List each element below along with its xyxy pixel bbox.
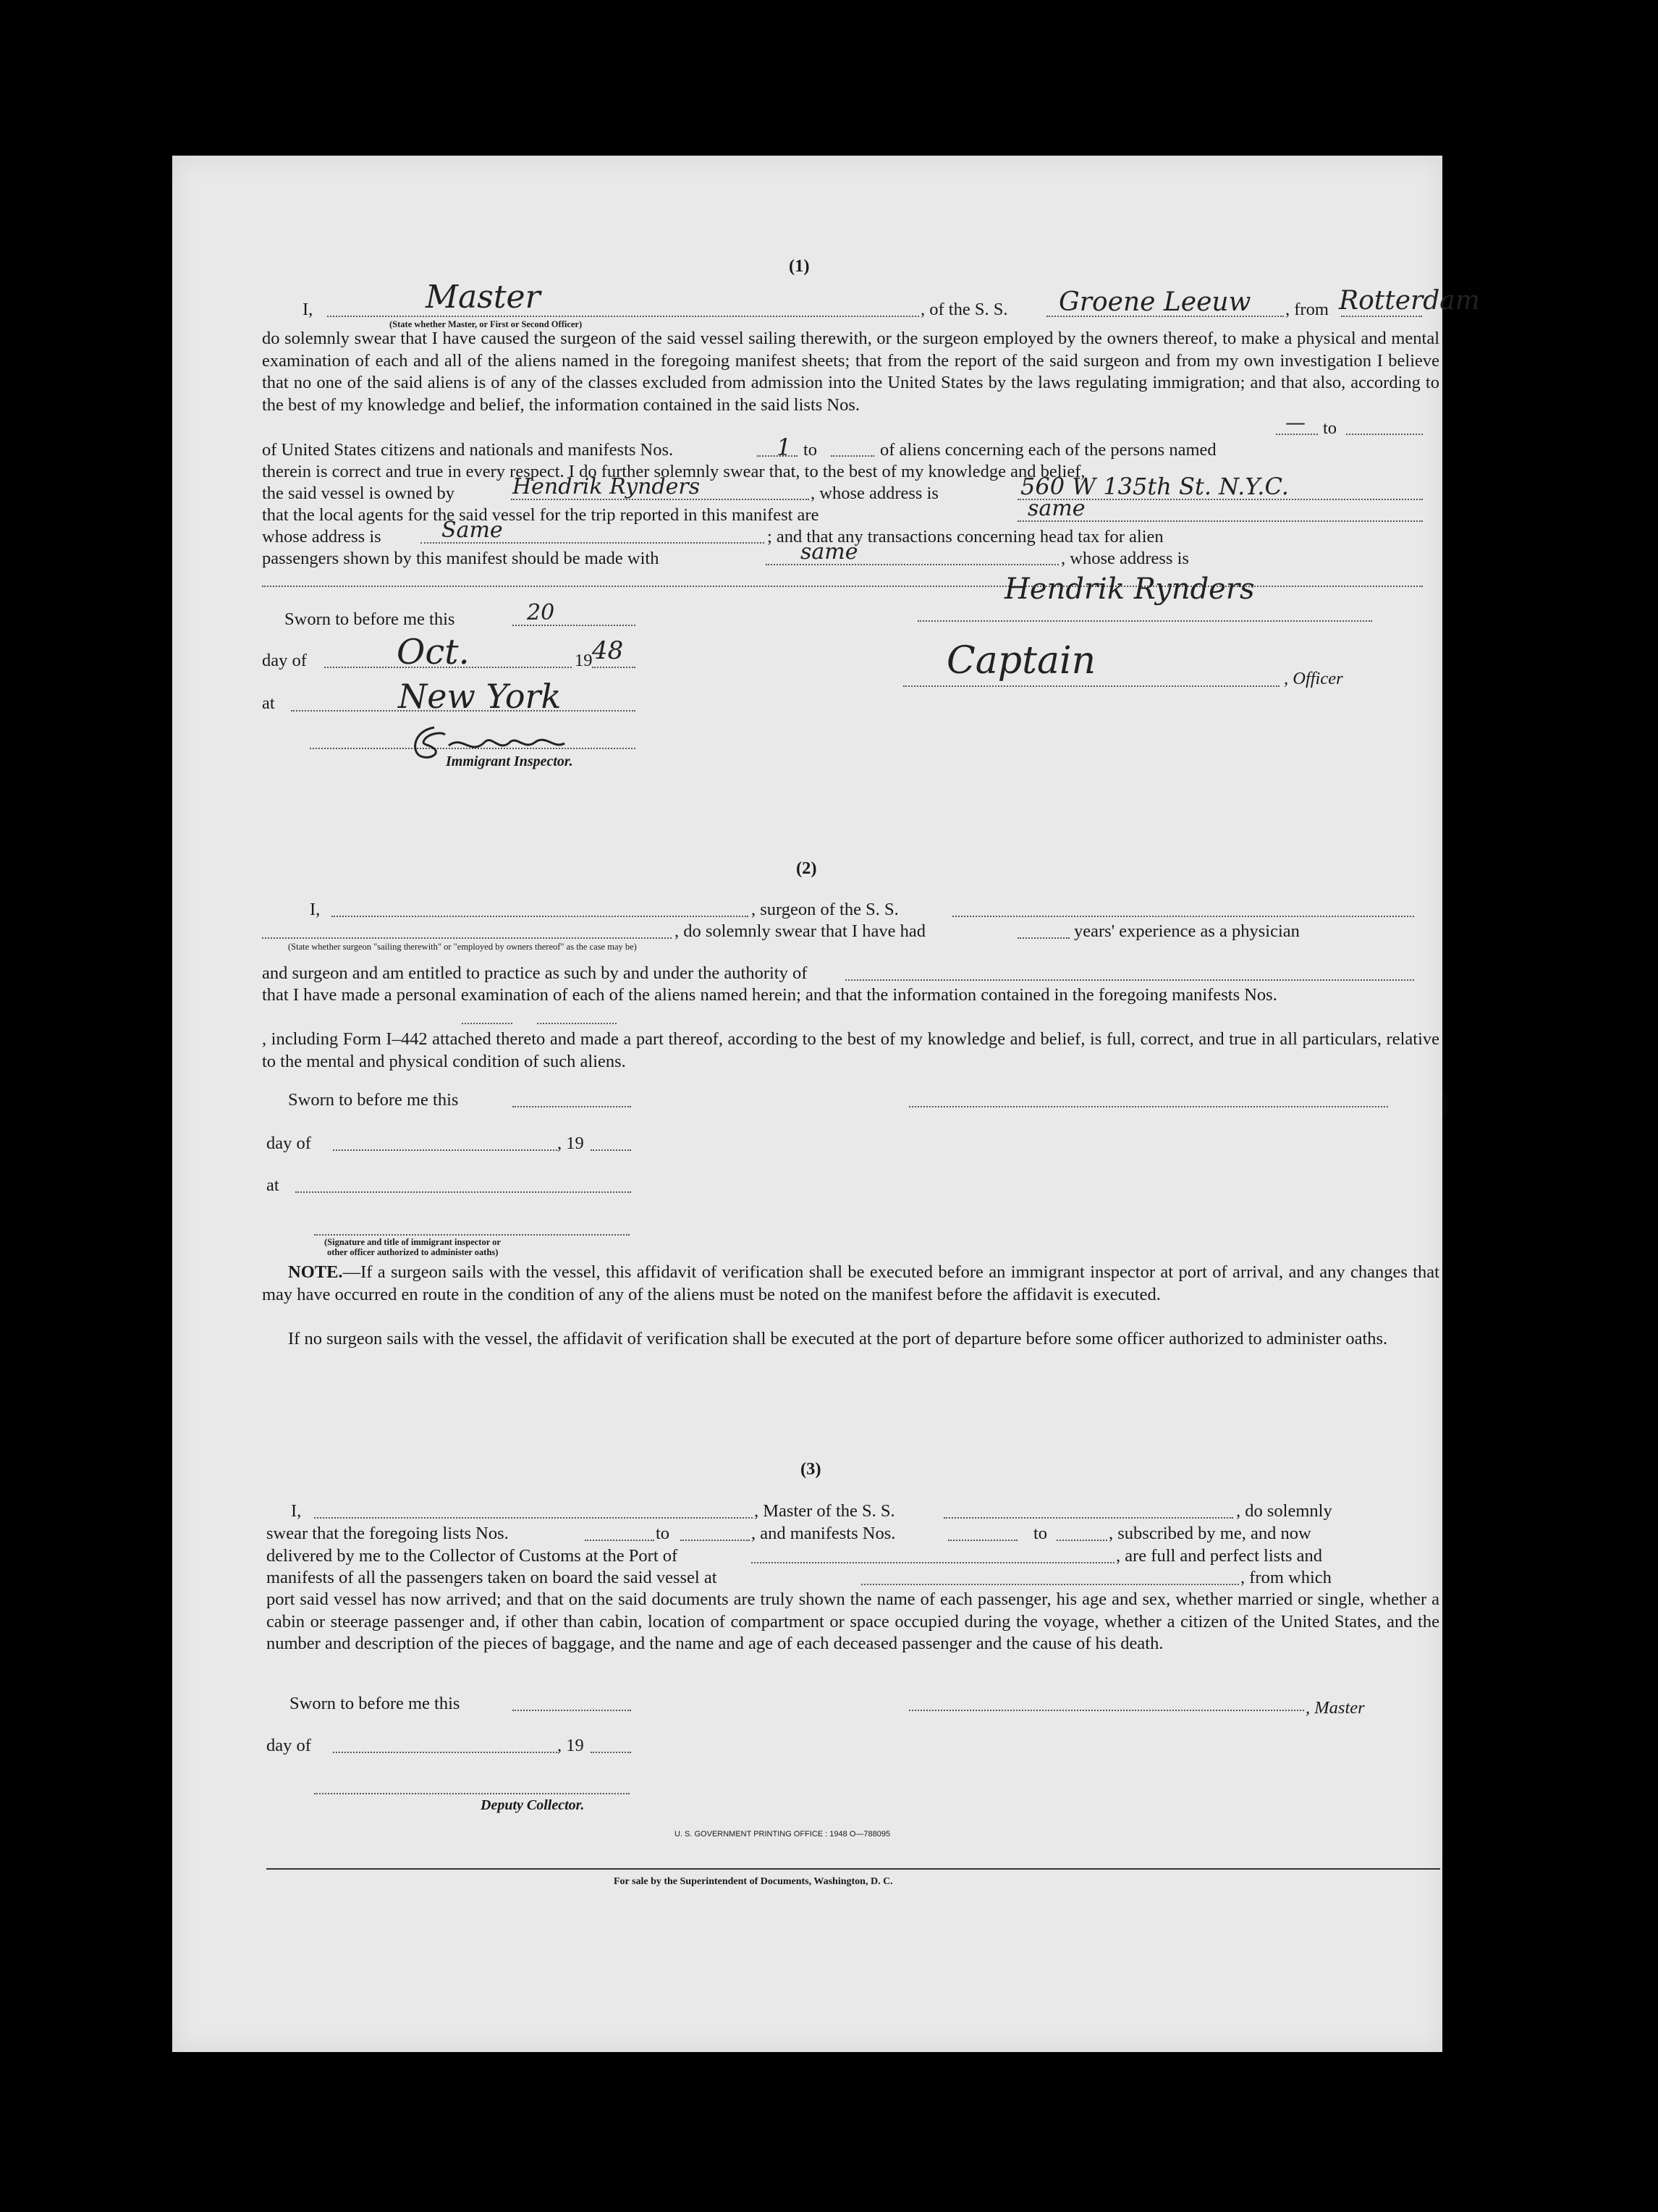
day-of-label: day of xyxy=(262,651,307,670)
master-ship-line xyxy=(944,1517,1233,1519)
at-2-line xyxy=(295,1191,631,1193)
passengers-label: passengers shown by this manifest should be made with xyxy=(262,549,659,568)
of-ss-label: , of the S. S. xyxy=(921,300,1008,319)
surgeon-sig-line xyxy=(909,1106,1388,1107)
section-1-number: (1) xyxy=(789,256,810,276)
day-of-2-label: day of xyxy=(266,1134,311,1153)
sig-note-2: other officer authorized to administer oaths) xyxy=(327,1247,499,1257)
lists-no-handwritten: — xyxy=(1285,410,1306,434)
manifests-to-line xyxy=(537,1023,617,1024)
sworn-3-line xyxy=(512,1710,631,1711)
at-label: at xyxy=(262,693,275,713)
officer-line xyxy=(903,685,1280,687)
from-label: , from xyxy=(1285,300,1329,319)
swear-label: , do solemnly swear that I have had xyxy=(674,921,926,941)
master-of-label: , Master of the S. S. xyxy=(754,1501,895,1521)
note-1-text: —If a surgeon sails with the vessel, this affidavit of verification shall be executed before an immigrant inspector at port of arrival, and any changes that may have occurred en route in the condition of any of the aliens must be noted on the manifest before the affidavit is executed. xyxy=(262,1262,1439,1304)
solemnly-label: , do solemnly xyxy=(1236,1501,1332,1521)
whose-address-end: , whose address is xyxy=(1061,549,1189,568)
owned-by-label: the said vessel is owned by xyxy=(262,484,455,503)
manifests-all-label: manifests of all the passengers taken on board the said vessel at xyxy=(266,1568,717,1587)
section-3-number: (3) xyxy=(800,1459,821,1479)
ship-handwritten: Groene Leeuw xyxy=(1059,287,1251,317)
delivered-label: delivered by me to the Collector of Customs at the Port of xyxy=(266,1546,678,1566)
surgeon-ship-line xyxy=(952,916,1414,917)
manifests-to-3-line xyxy=(1057,1540,1107,1541)
head-tax-label: ; and that any transactions concerning head tax for alien xyxy=(767,527,1164,546)
surgeon-note: (State whether surgeon "sailing therewith" or "employed by owners thereof" as the case may be) xyxy=(288,942,637,952)
sworn-3-label: Sworn to before me this xyxy=(289,1694,460,1713)
manifests-3-from-line xyxy=(948,1540,1018,1541)
at-2-label: at xyxy=(266,1175,279,1195)
section-3-i: I, xyxy=(291,1501,302,1521)
citizens-line: of United States citizens and nationals and manifests Nos. xyxy=(262,440,674,460)
manifest-from-handwritten: 1 xyxy=(777,434,792,461)
owner-handwritten: Hendrik Rynders xyxy=(512,474,701,499)
year-2-line xyxy=(591,1149,631,1151)
sale-notice: For sale by the Superintendent of Documents, Washington, D. C. xyxy=(614,1876,893,1887)
year-2-label: , 19 xyxy=(557,1134,584,1153)
printing-office: U. S. GOVERNMENT PRINTING OFFICE : 1948 O—788095 xyxy=(674,1830,891,1839)
surgeon-note-2: If no surgeon sails with the vessel, the affidavit of verification shall be executed at the port of departure before some officer authorized to administer oaths. xyxy=(288,1329,1388,1348)
years-line xyxy=(1018,937,1070,939)
lists-from-line xyxy=(585,1540,654,1541)
swear-lists-label: swear that the foregoing lists Nos. xyxy=(266,1524,509,1543)
full-label: , are full and perfect lists and xyxy=(1116,1546,1323,1566)
citizens-line-end: of aliens concerning each of the persons named xyxy=(880,440,1217,460)
years-label: years' experience as a physician xyxy=(1074,921,1300,941)
sworn-2-line xyxy=(512,1106,631,1107)
rank-note: (State whether Master, or First or Second Officer) xyxy=(389,319,583,329)
lists-to-3-line xyxy=(680,1540,750,1541)
section-2-body-2: , including Form I–442 attached thereto and made a part thereof, according to the best of my knowledge and belief, is full, correct, and true in all particulars, relative to the mental and physical condition of such aliens. xyxy=(262,1029,1439,1071)
sig-note-1: (Signature and title of immigrant inspector or xyxy=(324,1237,501,1247)
whose-address-label: , whose address is xyxy=(811,484,939,503)
subscribed-label: , subscribed by me, and now xyxy=(1109,1524,1311,1543)
section-2-number: (2) xyxy=(796,858,817,878)
master-name-line xyxy=(314,1517,753,1519)
rank-line xyxy=(327,316,919,317)
year-line xyxy=(592,667,635,668)
manifests-to-3-label: to xyxy=(1033,1524,1048,1543)
authority-label: and surgeon and am entitled to practice as such by and under the authority of xyxy=(262,963,808,983)
surgeon-of-label: , surgeon of the S. S. xyxy=(751,900,899,919)
master-label: , Master xyxy=(1306,1698,1365,1718)
day-of-2-line xyxy=(333,1149,557,1151)
day-of-3-label: day of xyxy=(266,1736,311,1755)
officer-title-handwritten: Captain xyxy=(947,639,1096,683)
authority-line xyxy=(845,979,1414,981)
year-3-line xyxy=(591,1752,631,1753)
surgeon-note-1 xyxy=(262,1262,1439,1306)
signer-handwritten: Hendrik Rynders xyxy=(1004,573,1255,606)
year-3-label: , 19 xyxy=(557,1736,584,1755)
officer-label: , Officer xyxy=(1284,669,1343,688)
manifests-from-line xyxy=(462,1023,512,1024)
inspector-label: Immigrant Inspector. xyxy=(446,753,573,769)
section-2-body: that I have made a personal examination of each of the aliens named herein; and that the information contained in the foregoing manifests Nos. xyxy=(262,985,1277,1005)
rank-handwritten: Master xyxy=(426,279,541,316)
master-sig-line xyxy=(909,1710,1304,1711)
port-of-line xyxy=(751,1562,1115,1563)
year-prefix: 19 xyxy=(575,651,593,670)
section-2-i: I, xyxy=(310,900,321,919)
surgeon-type-line xyxy=(262,937,672,939)
agents-label: that the local agents for the said vessel for the trip reported in this manifest are xyxy=(262,505,819,525)
inspector-2-line xyxy=(314,1234,630,1236)
lists-to-3-label: to xyxy=(656,1524,670,1543)
lists-to-line xyxy=(1346,434,1423,435)
correct-line: therein is correct and true in every respect. I do further solemnly swear that, to the best of my knowledge and belief, xyxy=(262,462,1086,481)
lists-to-label: to xyxy=(1323,418,1337,438)
sworn-label: Sworn to before me this xyxy=(284,609,455,629)
from-which-label: , from which xyxy=(1240,1568,1332,1587)
owner-address-handwritten: 560 W 135th St. N.Y.C. xyxy=(1020,473,1289,500)
section-3-body: port said vessel has now arrived; and that on the said documents are truly shown the name of each passenger, his age and sex, whether married or single, whether a cabin or steerage passenger and, if other than cabin, location of compartment or space occupied during the voyage, whether a citizen of the United States, and the number and description of the pieces of baggage, and the name and age of each deceased passenger and the cause of his death. xyxy=(266,1590,1439,1653)
agents-address-label: whose address is xyxy=(262,527,381,546)
lists-no-line xyxy=(1276,434,1318,435)
and-manifests-label: , and manifests Nos. xyxy=(751,1524,896,1543)
sworn-2-label: Sworn to before me this xyxy=(288,1090,459,1110)
surgeon-name-line xyxy=(331,916,748,917)
agents-address-handwritten: Same xyxy=(441,518,503,543)
manifest-affidavit-page xyxy=(172,156,1480,2052)
year-suffix-handwritten: 48 xyxy=(592,636,624,665)
manifest-to-label: to xyxy=(803,440,818,460)
section-1-body: do solemnly swear that I have caused the surgeon of the said vessel sailing therewith, or the surgeon employed by the owners thereof, to make a physical and mental examination of each and all of the aliens named in the foregoing manifest sheets; that from the report of the said surgeon and from my own investigation I believe that no one of the said aliens is of any of the classes excluded from admission into the United States by the laws regulating immigration; and that also, according to the best of my knowledge and belief, the information contained in the said lists Nos. xyxy=(262,329,1439,415)
footer-rule xyxy=(266,1868,1440,1870)
note-label: NOTE. xyxy=(288,1262,343,1282)
agents-handwritten: same xyxy=(1028,496,1086,521)
head-tax-handwritten: same xyxy=(800,539,858,565)
section-1-i: I, xyxy=(303,300,313,319)
signer-line xyxy=(918,620,1372,622)
collector-label: Deputy Collector. xyxy=(481,1797,585,1813)
port-line xyxy=(1341,316,1422,317)
place-handwritten: New York xyxy=(398,677,562,716)
manifest-to-line xyxy=(831,455,874,457)
port-handwritten: Rotterdam xyxy=(1339,286,1480,316)
month-handwritten: Oct. xyxy=(397,632,470,672)
day-of-3-line xyxy=(333,1752,557,1753)
sworn-day-handwritten: 20 xyxy=(527,600,555,625)
taken-at-line xyxy=(861,1584,1239,1585)
